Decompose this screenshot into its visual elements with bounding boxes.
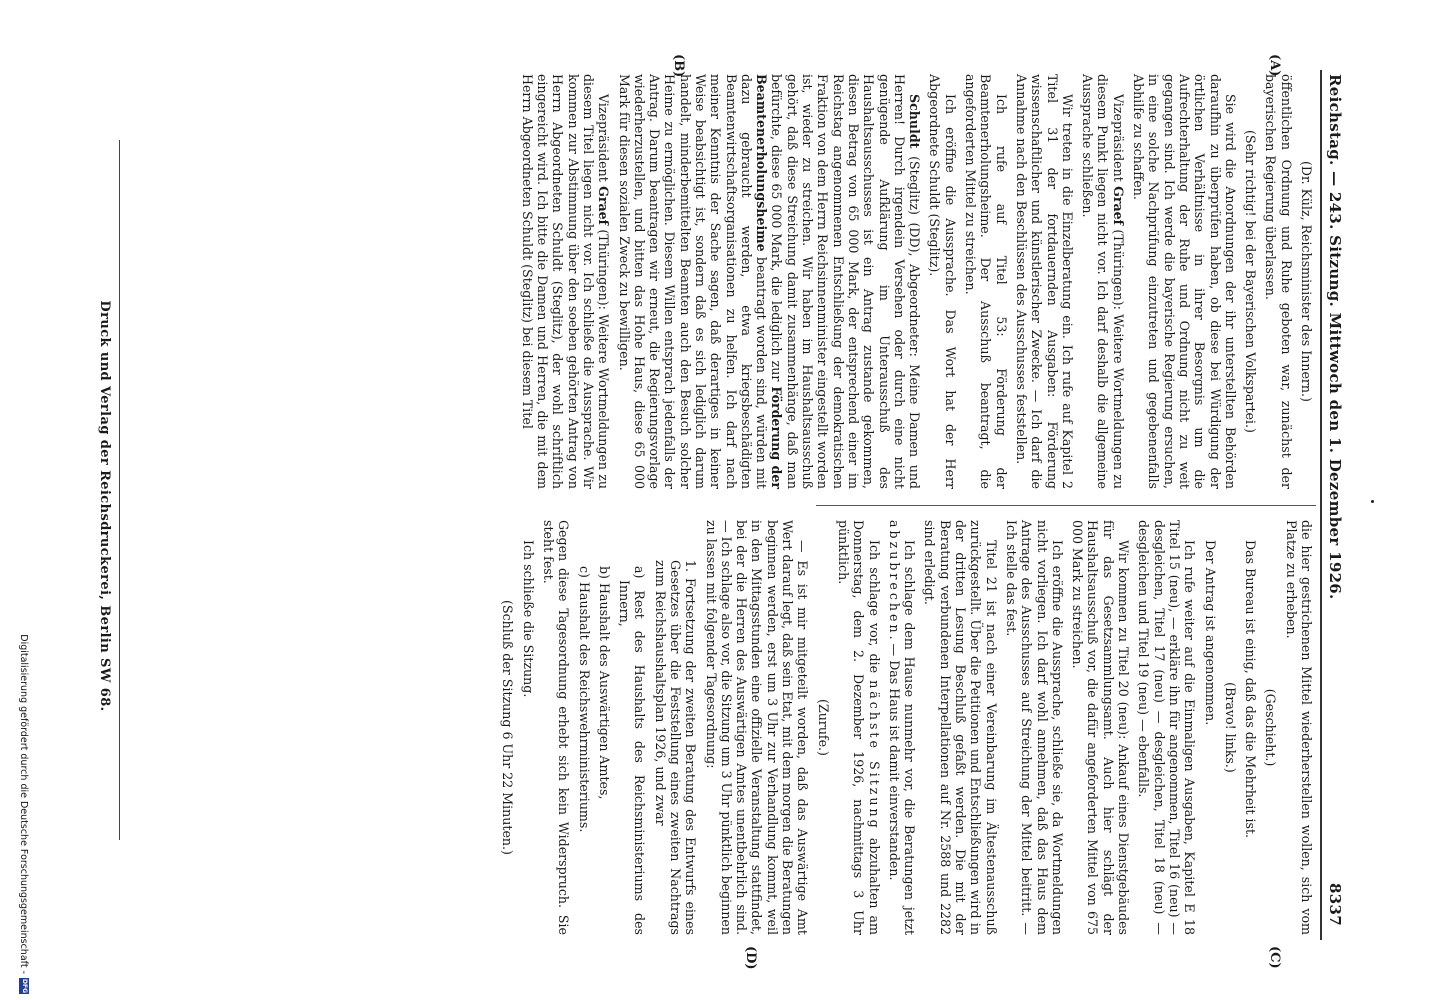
header-title: Reichstag. — 243. Sitzung. Mittwoch den 1. Dezember 1926.: [1326, 74, 1344, 600]
paragraph: Wir treten in die Einzelberatung ein. Ich rufe auf Kapitel 2 Titel 31 der fortdauernden Ausgaben: Förderung wissenschaftlicher und künstlerischer Zwecke. — Ich darf die Annahme nach den Beschlüssen des Ausschusses feststellen.: [1013, 74, 1075, 489]
closing-note: (Schluß der Sitzung 6 Uhr 22 Minuten.): [500, 600, 516, 855]
paragraph: Der Antrag ist angenommen.: [1202, 540, 1218, 726]
left-column: [514, 74, 1314, 489]
paragraph: Ich rufe auf Titel 53: Förderung der Beamtenerholungsheime. Der Ausschuß beantragt, die angeforderten Mittel zu streichen.: [963, 74, 1009, 489]
speaker-name: Graef: [596, 186, 612, 226]
paragraph: Ich schlage vor, die nächste Sitzung abzuhalten am Donnerstag, dem 2. Dezember 1926, nachmittags 3 Uhr pünktlich.: [835, 520, 882, 935]
decorative-dot: [1371, 500, 1374, 503]
interjection: (Geschieht.): [1263, 688, 1279, 767]
credit-text: Digitalisierung gefördert durch die Deutsche Forschungsgemeinschaft -: [18, 634, 30, 974]
interjection: (Bravo! links.): [1222, 682, 1238, 773]
paragraph: öffentlichen Ordnung und Ruhe geboten war, zunächst der bayerischen Regierung überlassen.: [1263, 74, 1294, 489]
agenda-subitem: a) Rest des Haushalts des Reichsministeriums des Innern,: [617, 566, 648, 935]
interjection: (Sehr richtig! bei der Bayerischen Volkspartei.): [1243, 130, 1259, 433]
paragraph: Wir kommen zu Titel 20 (neu): Ankauf eines Dienstgebäudes für das Gesetzsammlungsamt. Auch hier schlägt der Haushaltsausschuß vor, die dafür angeforderten Mittel von 675 000 Mark zu streichen.: [1070, 520, 1132, 935]
printer-imprint: Druck und Verlag der Reichsdruckerei, Berlin SW 68.: [97, 300, 112, 712]
paragraph: Ich schließe die Sitzung.: [520, 540, 536, 698]
paragraph: — Es ist mir mitgeteilt worden, daß das Auswärtige Amt Wert darauf legt, daß sein Etat, mit dem morgen die Beratungen beginnen werden, erst um 3 Uhr zur Verhandlung kommt, weil in den Mittagsstunden eine offizielle Veranstaltung stattfindet, bei der die Herren des Auswärtigen Amtes unentbehrlich sind. — Ich schlage also vor, die Sitzung um 3 Uhr pünktlich beginnen zu lassen mit folgender Tagesordnung:: [703, 520, 811, 935]
dfg-logo-icon: DFG: [21, 978, 28, 993]
margin-marker-c: (C): [1267, 946, 1282, 969]
paragraph: Vizepräsident Graef (Thüringen): Weitere Wortmeldungen zu diesem Punkt liegen nicht vor. Ich darf deshalb die allgemeine Aussprache schließen.: [1080, 74, 1126, 490]
paragraph: Ich eröffne die Aussprache, schließe sie, da Wortmeldungen nicht vorliegen. Ich darf wohl annehmen, daß das Haus dem Antrage des Ausschusses auf Streichung der Mittel beitritt. — Ich stelle das fest.: [1003, 520, 1065, 935]
interjection: (Zurufe.): [815, 699, 831, 756]
paragraph: Das Bureau ist einig, daß das die Mehrheit ist.: [1243, 540, 1259, 839]
footer-rule: [119, 140, 120, 840]
agenda-subitem: b) Haushalt des Auswärtigen Amtes,: [596, 566, 612, 800]
paragraph: Sie wird die Anordnungen der ihr unterstellten Behörden daraufhin zu überprüfen haben, ob diese bei Würdigung der örtlichen Verhältnisse in ihrer Besorgnis um die Aufrechterhaltung der Ruhe und Ordnung nicht zu weit gegangen sind. Ich werde die bayerische Regierung ersuchen, in eine solche Nachprüfung einzutreten und gegebenenfalls Abhilfe zu schaffen.: [1131, 74, 1238, 489]
paragraph: die hier gestrichenen Mittel wiederherstellen wollen, sich vom Platze zu erheben.: [1283, 520, 1314, 935]
speaker-name: Schuldt: [907, 94, 923, 149]
page-number: 8337: [1326, 883, 1344, 926]
margin-marker-d: (D): [743, 946, 758, 970]
paragraph: Ich schlage dem Hause nunmehr vor, die Beratungen jetzt abzubrechen. — Das Haus ist damit einverstanden.: [886, 520, 918, 935]
agenda-subitem: c) Haushalt des Reichswehrministeriums.: [576, 566, 592, 833]
paragraph: Ich rufe weiter auf die Einmaligen Ausgaben, Kapitel E 18 Titel 15 (neu), — erkläre ihn für angenommen, Titel 16 (neu) — desgleichen, Titel 17 (neu) — desgleichen, Titel 18 (neu) — desgleichen und Titel 19 (neu) — ebenfalls.: [1136, 520, 1198, 935]
paragraph: Gegen diese Tagesordnung erhebt sich kein Widerspruch. Sie steht fest.: [540, 520, 572, 935]
paragraph: Ich eröffne die Aussprache. Das Wort hat der Herr Abgeordnete Schuldt (Steglitz).: [927, 74, 958, 489]
margin-marker-a: (A): [1267, 54, 1282, 77]
speaker-note: (Dr. Külz, Reichsminister des Innern.): [1299, 161, 1314, 402]
margin-marker-b: (B): [671, 54, 686, 78]
digitization-credit: [14, 0, 34, 1000]
paragraph: Vizepräsident Graef (Thüringen): Weitere Wortmeldungen zu diesem Titel liegen nicht vor. Ich schließe die Aussprache. Wir kommen zur Abstimmung über den soeben gehörten Antrag von Herrn Abgeordneten Schuldt (Steglitz), der wohl schriftlich eingereicht wird. Ich bitte die Damen und Herren, die mit dem Herrn Abgeordneten Schuldt (Steglitz) bei diesem Titel: [519, 74, 612, 490]
agenda-item: 1. Fortsetzung der zweiten Beratung des Entwurfs eines Gesetzes über die Feststellung eines zweiten Nachtrags zum Reichshaushaltsplan 1926, und zwar: [652, 560, 699, 935]
column-divider: [816, 505, 1316, 506]
page-header: [1326, 74, 1354, 926]
paragraph: Schuldt (Steglitz) (DD), Abgeordneter: Meine Damen und Herren! Durch irgendein Versehen oder durch eine nicht genügende Aufklärung im Unterausschuß des Haushaltsausschusses ist ein Antrag zustande gekommen, diesen Betrag von 65 000 Mark, der entsprechend einer im Reichstag angenommenen Entschließung der demokratischen Fraktion von dem Herrn Reichsinnenminister eingestellt worden ist, wieder zu streichen. Wir haben im Haushaltsausschuß gehört, daß diese Streichung damit zusammenhänge, daß man befürchte, diese 65 000 Mark, die lediglich zur Förderung der Beamtenerholungsheime beantragt worden sind, würden mit dazu gebraucht werden, etwa kriegsbeschädigten Beamtenwirtschaftsorganisationen zu helfen. Ich darf nach meiner Kenntnis der Sache sagen, daß derartiges in keiner Weise beabsichtigt ist, sondern daß es sich lediglich darum handelt, minderbemittelten Beamten auch den Besuch solcher Heime zu ermöglichen. Diesem Willen entsprach jedenfalls der Antrag. Darum beantragen wir erneut, die Regierungsvorlage wiederherzustellen, und bitten das Hohe Haus, diese 65 000 Mark für diesen sozialen Zweck zu bewilligen.: [616, 74, 923, 489]
paragraph: Titel 21 ist nach einer Vereinbarung im Ältestenausschuß zurückgestellt. Über die Petitionen und Entschließungen wird in der dritten Lesung Beschluß gefaßt werden. Die mit der Beratung verbundenen Interpellationen auf Nr. 2588 und 2282 sind erledigt.: [922, 520, 999, 935]
speaker-name: Graef: [1110, 186, 1126, 226]
right-column: [495, 520, 1314, 935]
header-rule: [1320, 70, 1322, 940]
